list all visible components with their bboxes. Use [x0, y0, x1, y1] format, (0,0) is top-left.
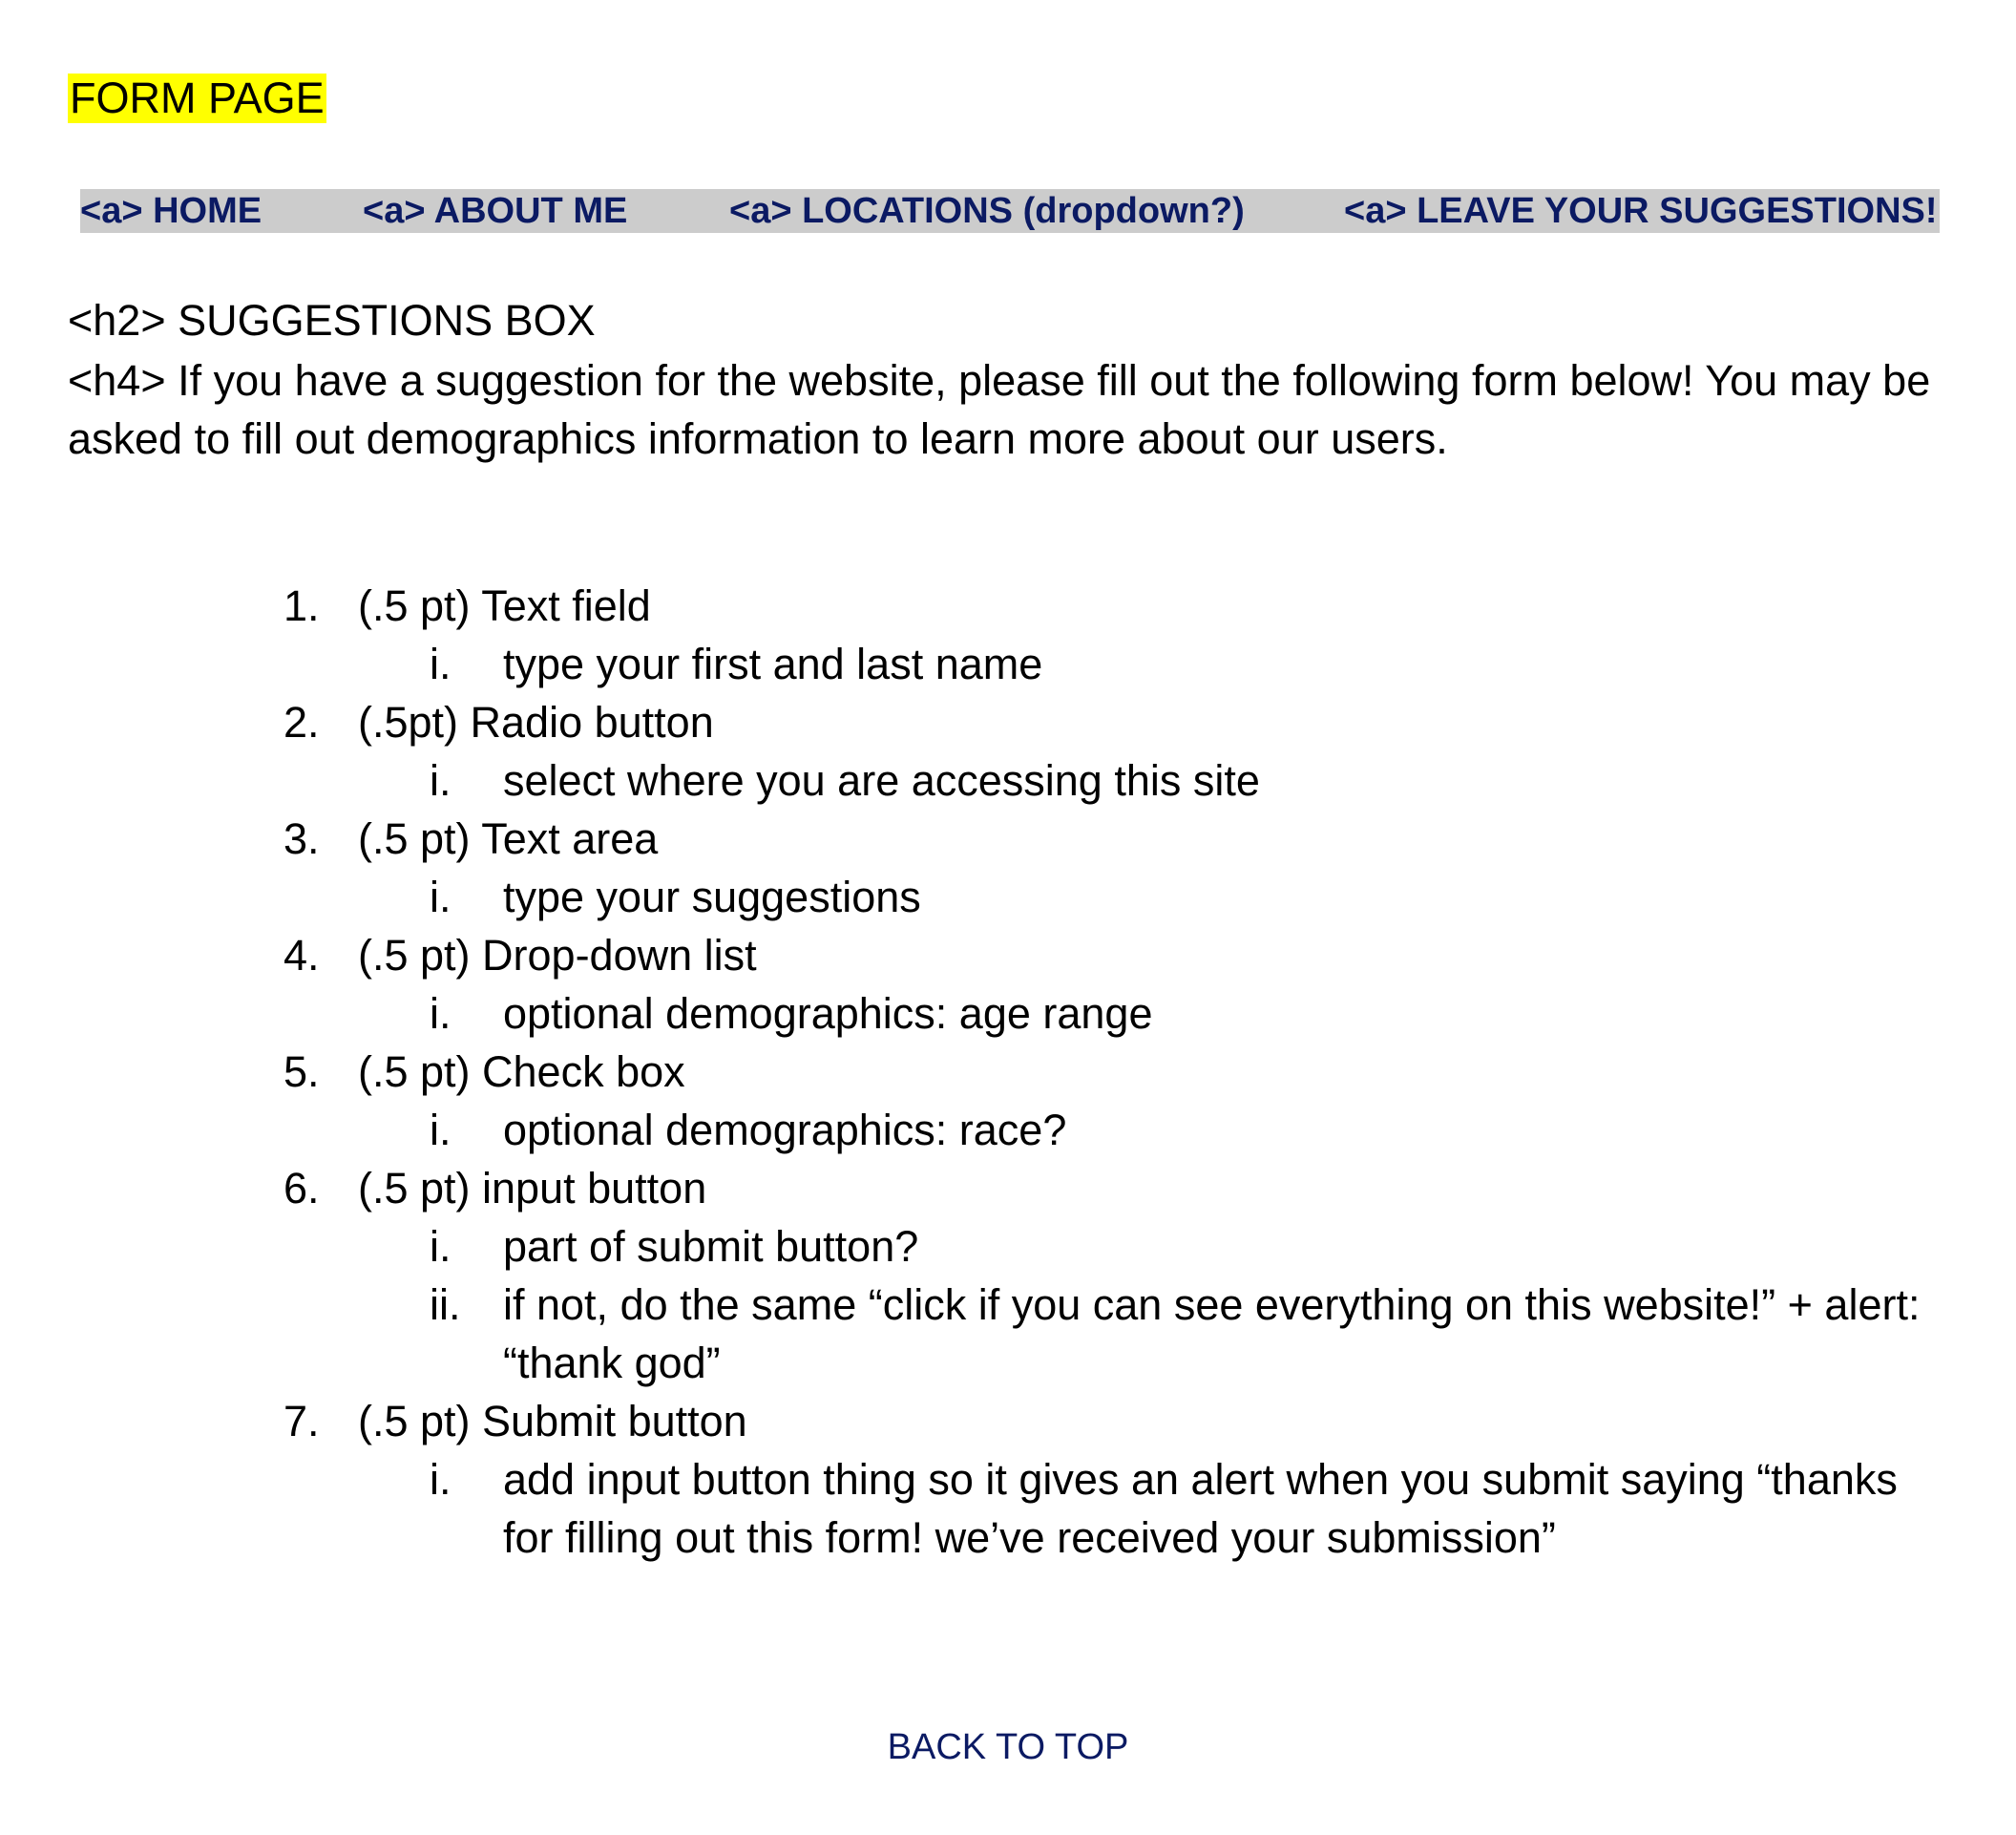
nav-link-home[interactable]: <a> HOME — [80, 191, 262, 231]
list-item — [0, 810, 2016, 868]
sub-item-number: i. — [430, 1222, 452, 1271]
sub-list-item — [0, 1450, 2016, 1567]
sub-item-text: type your first and last name — [503, 640, 1043, 688]
list-item-text: (.5 pt) input button — [358, 1164, 707, 1213]
nav-link-suggestions[interactable]: <a> LEAVE YOUR SUGGESTIONS! — [1344, 191, 1938, 231]
list-item-text: (.5pt) Radio button — [358, 698, 714, 747]
list-item — [0, 926, 2016, 984]
sub-list-item — [0, 1276, 2016, 1392]
sub-item-number: ii. — [430, 1280, 461, 1329]
sub-item-text: add input button thing so it gives an alert when you submit saying “thanks for filling out this form! we’ve received your submission” — [503, 1455, 1898, 1562]
sub-list-item — [0, 1217, 2016, 1276]
list-item-text: (.5 pt) Submit button — [358, 1397, 747, 1445]
nav-link-locations[interactable]: <a> LOCATIONS (dropdown?) — [729, 191, 1245, 231]
sub-item-text: select where you are accessing this site — [503, 756, 1260, 805]
section-heading: <h2> SUGGESTIONS BOX — [68, 296, 596, 345]
sub-list-item — [0, 1101, 2016, 1159]
page-title: FORM PAGE — [70, 74, 325, 122]
sub-item-text: optional demographics: age range — [503, 989, 1153, 1038]
sub-item-text: part of submit button? — [503, 1222, 919, 1271]
back-to-top-link[interactable]: BACK TO TOP — [887, 1727, 1129, 1767]
list-item-number: 7. — [284, 1397, 320, 1445]
list-item-number: 5. — [284, 1047, 320, 1096]
list-item-number: 1. — [284, 581, 320, 630]
sub-item-number: i. — [430, 989, 452, 1038]
sub-item-number: i. — [430, 1455, 452, 1504]
requirements-list — [0, 577, 2016, 1567]
sub-item-text: type your suggestions — [503, 873, 921, 921]
list-item-number: 4. — [284, 931, 320, 980]
sub-item-text: if not, do the same “click if you can see everything on this website!” + alert: “thank god” — [503, 1280, 1921, 1387]
sub-item-number: i. — [430, 1106, 452, 1154]
list-item-text: (.5 pt) Check box — [358, 1047, 685, 1096]
list-item — [0, 1159, 2016, 1217]
list-item-text: (.5 pt) Text field — [358, 581, 651, 630]
sub-list-item — [0, 984, 2016, 1043]
sub-list-item — [0, 635, 2016, 693]
list-item-number: 6. — [284, 1164, 320, 1213]
list-item-number: 3. — [284, 814, 320, 863]
list-item — [0, 693, 2016, 751]
list-item-text: (.5 pt) Drop-down list — [358, 931, 757, 980]
sub-item-number: i. — [430, 756, 452, 805]
section-intro: <h4> If you have a suggestion for the website, please fill out the following form below! You may be asked to fill out demographics information to learn more about our users. — [68, 356, 1931, 463]
sub-list-item — [0, 751, 2016, 810]
sub-item-text: optional demographics: race? — [503, 1106, 1067, 1154]
list-item-text: (.5 pt) Text area — [358, 814, 659, 863]
nav-bar — [80, 189, 1940, 233]
list-item-number: 2. — [284, 698, 320, 747]
list-item — [0, 1392, 2016, 1450]
sub-list-item — [0, 868, 2016, 926]
nav-link-about-me[interactable]: <a> ABOUT ME — [363, 191, 628, 231]
list-item — [0, 1043, 2016, 1101]
sub-item-number: i. — [430, 873, 452, 921]
list-item — [0, 577, 2016, 635]
sub-item-number: i. — [430, 640, 452, 688]
